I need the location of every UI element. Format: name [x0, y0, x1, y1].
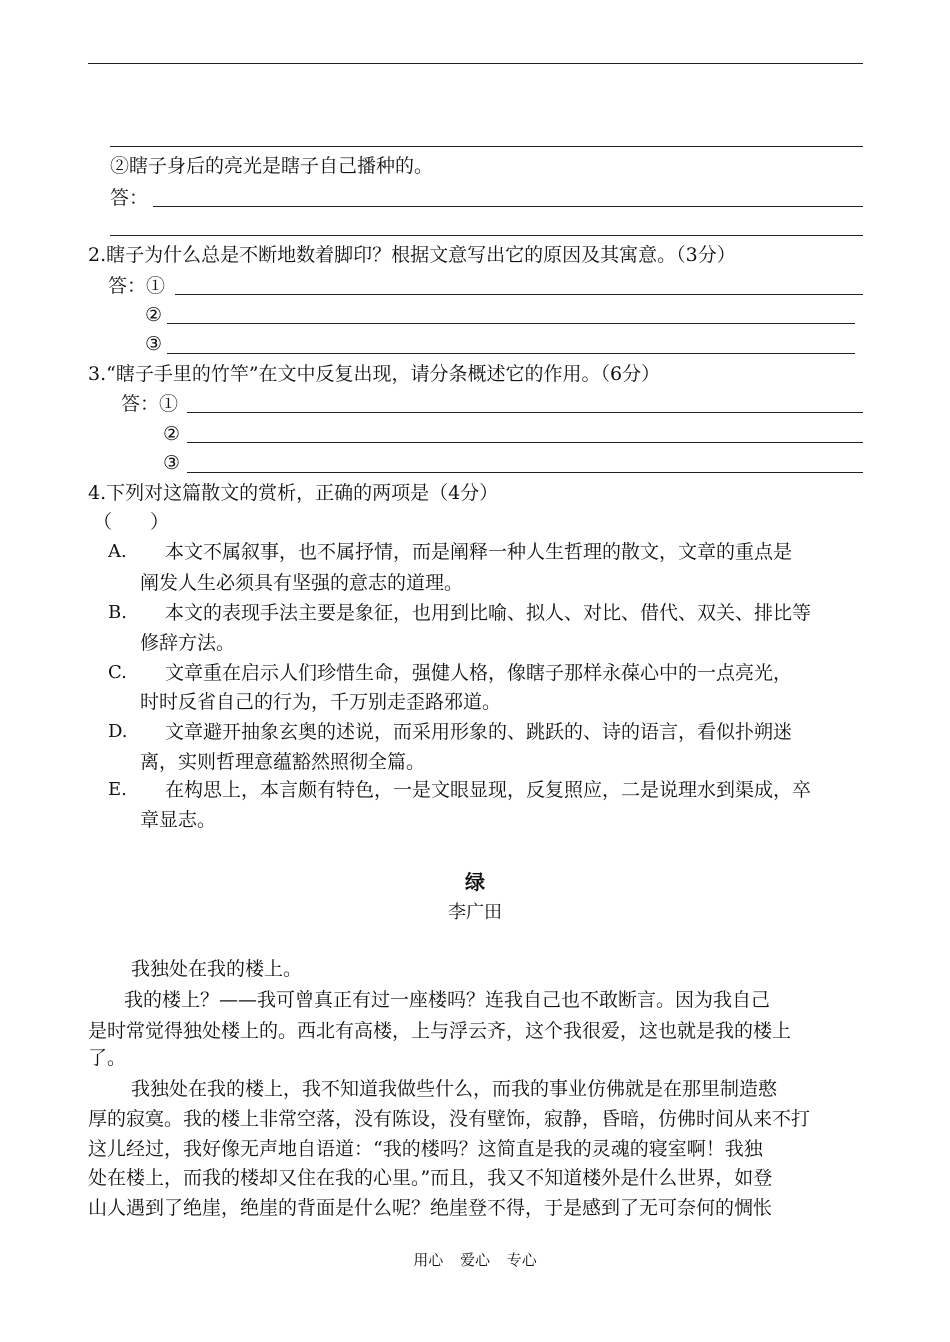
option-text: 章显志。	[140, 809, 217, 831]
option-text: 离，实则哲理意蕴豁然照彻全篇。	[140, 751, 426, 773]
answer-line	[110, 146, 863, 147]
essay-line: 这儿经过，我好像无声地自语道：“我的楼吗？这简直是我的灵魂的寝室啊！我独	[88, 1138, 763, 1160]
answer-line[interactable]	[167, 353, 855, 354]
question-3: 3.“瞎子手里的竹竿”在文中反复出现，请分条概述它的作用。（6分）	[88, 363, 661, 385]
option-letter: A.	[108, 541, 127, 562]
essay-line: 是时常觉得独处楼上的。西北有高楼，上与浮云齐，这个我很爱，这也就是我的楼上	[88, 1020, 792, 1042]
question-4: 4.下列对这篇散文的赏析，正确的两项是（4分）	[88, 482, 499, 504]
answer-mark-3: ③	[145, 333, 163, 355]
answer-line[interactable]	[167, 323, 855, 324]
answer-label: 答：	[110, 187, 149, 209]
option-text: 时时反省自己的行为，千万别走歪路邪道。	[140, 691, 502, 713]
answer-mark-3: ③	[163, 452, 181, 474]
answer-line[interactable]	[153, 206, 863, 207]
option-letter: D.	[108, 721, 128, 742]
question-2: 2.瞎子为什么总是不断地数着脚印？根据文意写出它的原因及其寓意。（3分）	[88, 244, 736, 266]
option-letter: E.	[108, 779, 127, 800]
option-text: 本文的表现手法主要是象征，也用到比喻、拟人、对比、借代、双关、排比等	[165, 602, 812, 624]
essay-line: 我的楼上？——我可曾真正有过一座楼吗？连我自己也不敢断言。因为我自己	[124, 989, 771, 1011]
option-text: 文章避开抽象玄奥的述说，而采用形象的、跳跃的、诗的语言，看似扑朔迷	[165, 721, 793, 743]
answer-line[interactable]	[187, 412, 863, 413]
answer-bracket[interactable]: （ ）	[93, 511, 170, 533]
answer-mark-2: ②	[145, 304, 163, 326]
essay-line: 山人遇到了绝崖，绝崖的背面是什么呢？绝崖登不得，于是感到了无可奈何的惆怅	[88, 1197, 773, 1219]
essay-line: 了。	[88, 1047, 127, 1069]
essay-line: 厚的寂寞。我的楼上非常空落，没有陈设，没有壁饰，寂静，昏暗，仿佛时间从来不打	[88, 1108, 811, 1130]
essay-title: 绿	[465, 870, 485, 894]
answer-line[interactable]	[187, 472, 863, 473]
option-text: 在构思上，本言颇有特色，一是文眼显现，反复照应，二是说理水到渠成，卒	[165, 779, 812, 801]
essay-author: 李广田	[448, 902, 502, 923]
page-footer: 用心 爱心 专心	[413, 1251, 537, 1269]
essay-line: 我独处在我的楼上，我不知道我做些什么，而我的事业仿佛就是在那里制造憨	[131, 1078, 778, 1100]
essay-line: 我独处在我的楼上。	[131, 958, 303, 980]
answer-line[interactable]	[175, 294, 863, 295]
answer-line[interactable]	[110, 235, 863, 236]
option-text: 修辞方法。	[140, 632, 236, 654]
answer-label: 答：①	[121, 393, 179, 415]
option-letter: B.	[108, 602, 127, 623]
essay-line: 处在楼上，而我的楼却又住在我的心里。”而且，我又不知道楼外是什么世界，如登	[88, 1167, 773, 1189]
q1-item-2: ②瞎子身后的亮光是瞎子自己播种的。	[110, 155, 434, 177]
answer-line[interactable]	[187, 442, 863, 443]
option-text: 文章重在启示人们珍惜生命，强健人格，像瞎子那样永葆心中的一点亮光，	[165, 662, 793, 684]
answer-mark-2: ②	[163, 423, 181, 445]
answer-label: 答：①	[108, 275, 166, 297]
option-text: 本文不属叙事，也不属抒情，而是阐释一种人生哲理的散文，文章的重点是	[165, 541, 793, 563]
option-letter: C.	[108, 662, 127, 683]
header-rule	[88, 63, 863, 64]
option-text: 阐发人生必须具有坚强的意志的道理。	[140, 572, 464, 594]
